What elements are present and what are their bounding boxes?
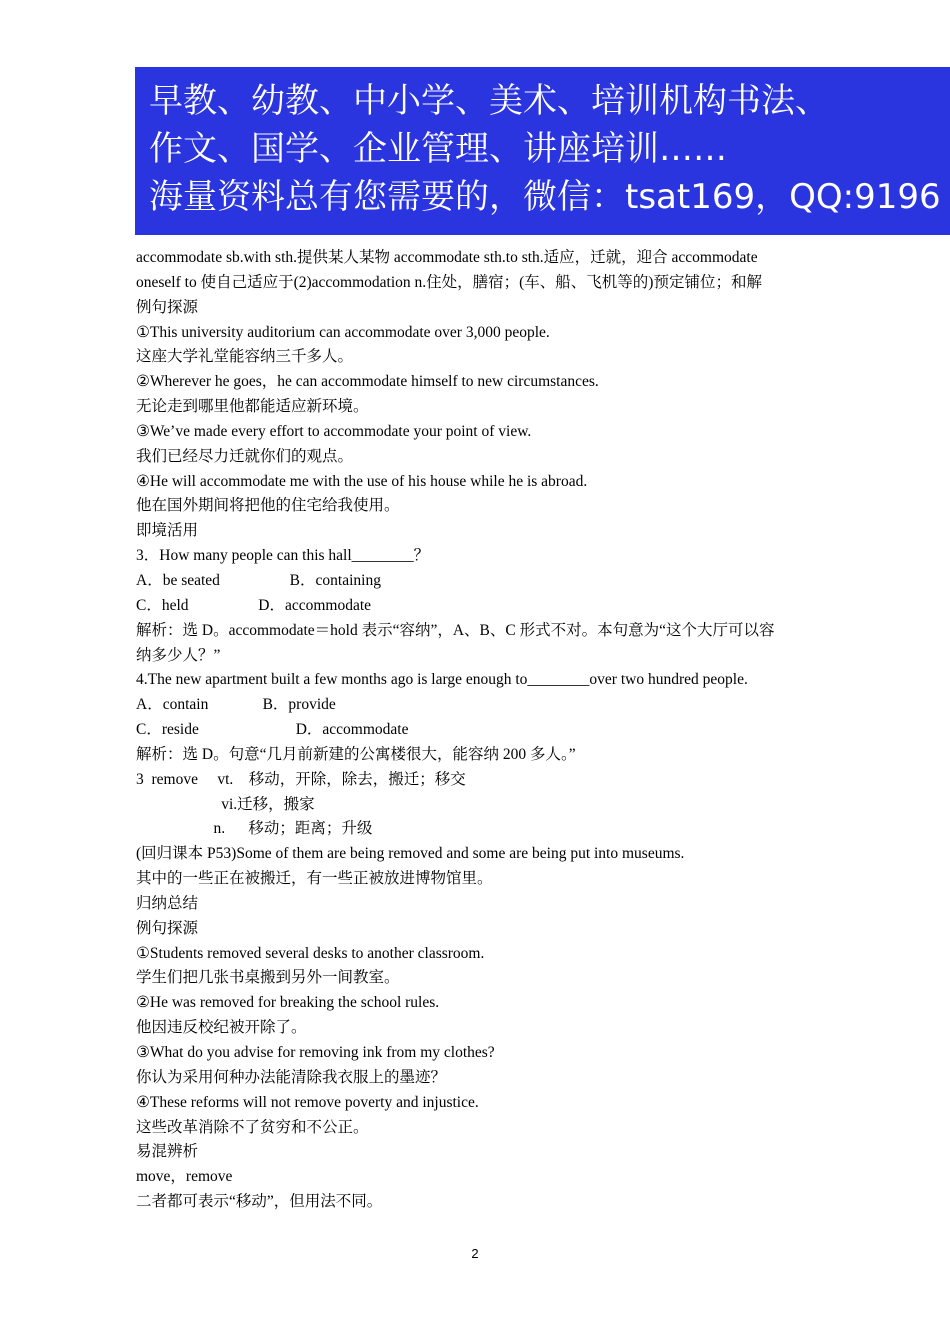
example-sentence: ③We’ve made every effort to accommodate your point of view.: [136, 422, 532, 440]
word-entry: n. 移动；距离；升级: [136, 820, 373, 838]
document-body: [136, 246, 826, 1215]
example-sentence: ②Wherever he goes，he can accommodate himself to new circumstances.: [136, 373, 599, 391]
section-heading: 易混辨析: [136, 1143, 199, 1161]
banner-line-1: 早教、幼教、中小学、美术、培训机构书法、: [149, 81, 829, 121]
question: 3．How many people can this hall________？: [136, 547, 430, 565]
word-entry: 3 remove vt. 移动，开除，除去，搬迁；移交: [136, 770, 466, 788]
example-sentence: ④These reforms will not remove poverty and injustice.: [136, 1093, 479, 1111]
translation: 学生们把几张书桌搬到另外一间教室。: [136, 969, 400, 987]
banner-line-3: 海量资料总有您需要的，微信：tsat169，QQ:9196: [149, 177, 941, 217]
translation: 其中的一些正在被搬迁，有一些正被放进博物馆里。: [136, 870, 493, 888]
section-heading: 归纳总结: [136, 894, 199, 912]
text-line: move，remove: [136, 1168, 233, 1186]
translation: 他因违反校纪被开除了。: [136, 1019, 307, 1037]
section-heading: 例句探源: [136, 919, 199, 937]
example-sentence: ④He will accommodate me with the use of his house while he is abroad.: [136, 472, 588, 490]
translation: 他在国外期间将把他的住宅给我使用。: [136, 497, 400, 515]
page-number: 2: [471, 1246, 479, 1261]
answer-options: A．be seated B．containing: [136, 571, 381, 589]
explanation: 解析：选 D。accommodate＝hold 表示“容纳”，A、B、C 形式不对。本句意为“这个大厅可以容: [136, 621, 775, 639]
text-line: oneself to 使自己适应于(2)accommodation n.住处，膳宿；(车、船、飞机等的)预定铺位；和解: [136, 273, 762, 291]
translation: 我们已经尽力迁就你们的观点。: [136, 447, 354, 465]
translation: 你认为采用何种办法能清除我衣服上的墨迹？: [136, 1068, 447, 1086]
ad-banner: [135, 67, 950, 235]
example-sentence: ②He was removed for breaking the school rules.: [136, 994, 440, 1012]
translation: 无论走到哪里他都能适应新环境。: [136, 398, 369, 416]
explanation: 纳多少人？”: [136, 646, 221, 664]
text-line: 二者都可表示“移动”，但用法不同。: [136, 1193, 383, 1211]
word-entry: vi.迁移，搬家: [136, 795, 315, 813]
section-heading: 例句探源: [136, 298, 199, 316]
example-sentence: ③What do you advise for removing ink from my clothes?: [136, 1044, 495, 1061]
answer-options: A．contain B．provide: [136, 696, 336, 714]
answer-options: C．reside D．accommodate: [136, 721, 409, 739]
question: 4.The new apartment built a few months ago is large enough to________over two hundred people.: [136, 671, 748, 689]
banner-line-2: 作文、国学、企业管理、讲座培训……: [149, 129, 727, 169]
answer-options: C．held D．accommodate: [136, 596, 372, 614]
example-sentence: ①This university auditorium can accommodate over 3,000 people.: [136, 323, 550, 341]
section-heading: 即境活用: [136, 522, 199, 540]
text-line: accommodate sb.with sth.提供某人某物 accommodate sth.to sth.适应，迁就，迎合 accommodate: [136, 249, 758, 266]
example-sentence: ①Students removed several desks to another classroom.: [136, 944, 485, 962]
translation: 这座大学礼堂能容纳三千多人。: [136, 348, 354, 366]
explanation: 解析：选 D。句意“几月前新建的公寓楼很大，能容纳 200 多人。”: [136, 745, 576, 763]
example-sentence: (回归课本 P53)Some of them are being removed and some are being put into museums.: [136, 845, 685, 863]
translation: 这些改革消除不了贫穷和不公正。: [136, 1118, 369, 1136]
